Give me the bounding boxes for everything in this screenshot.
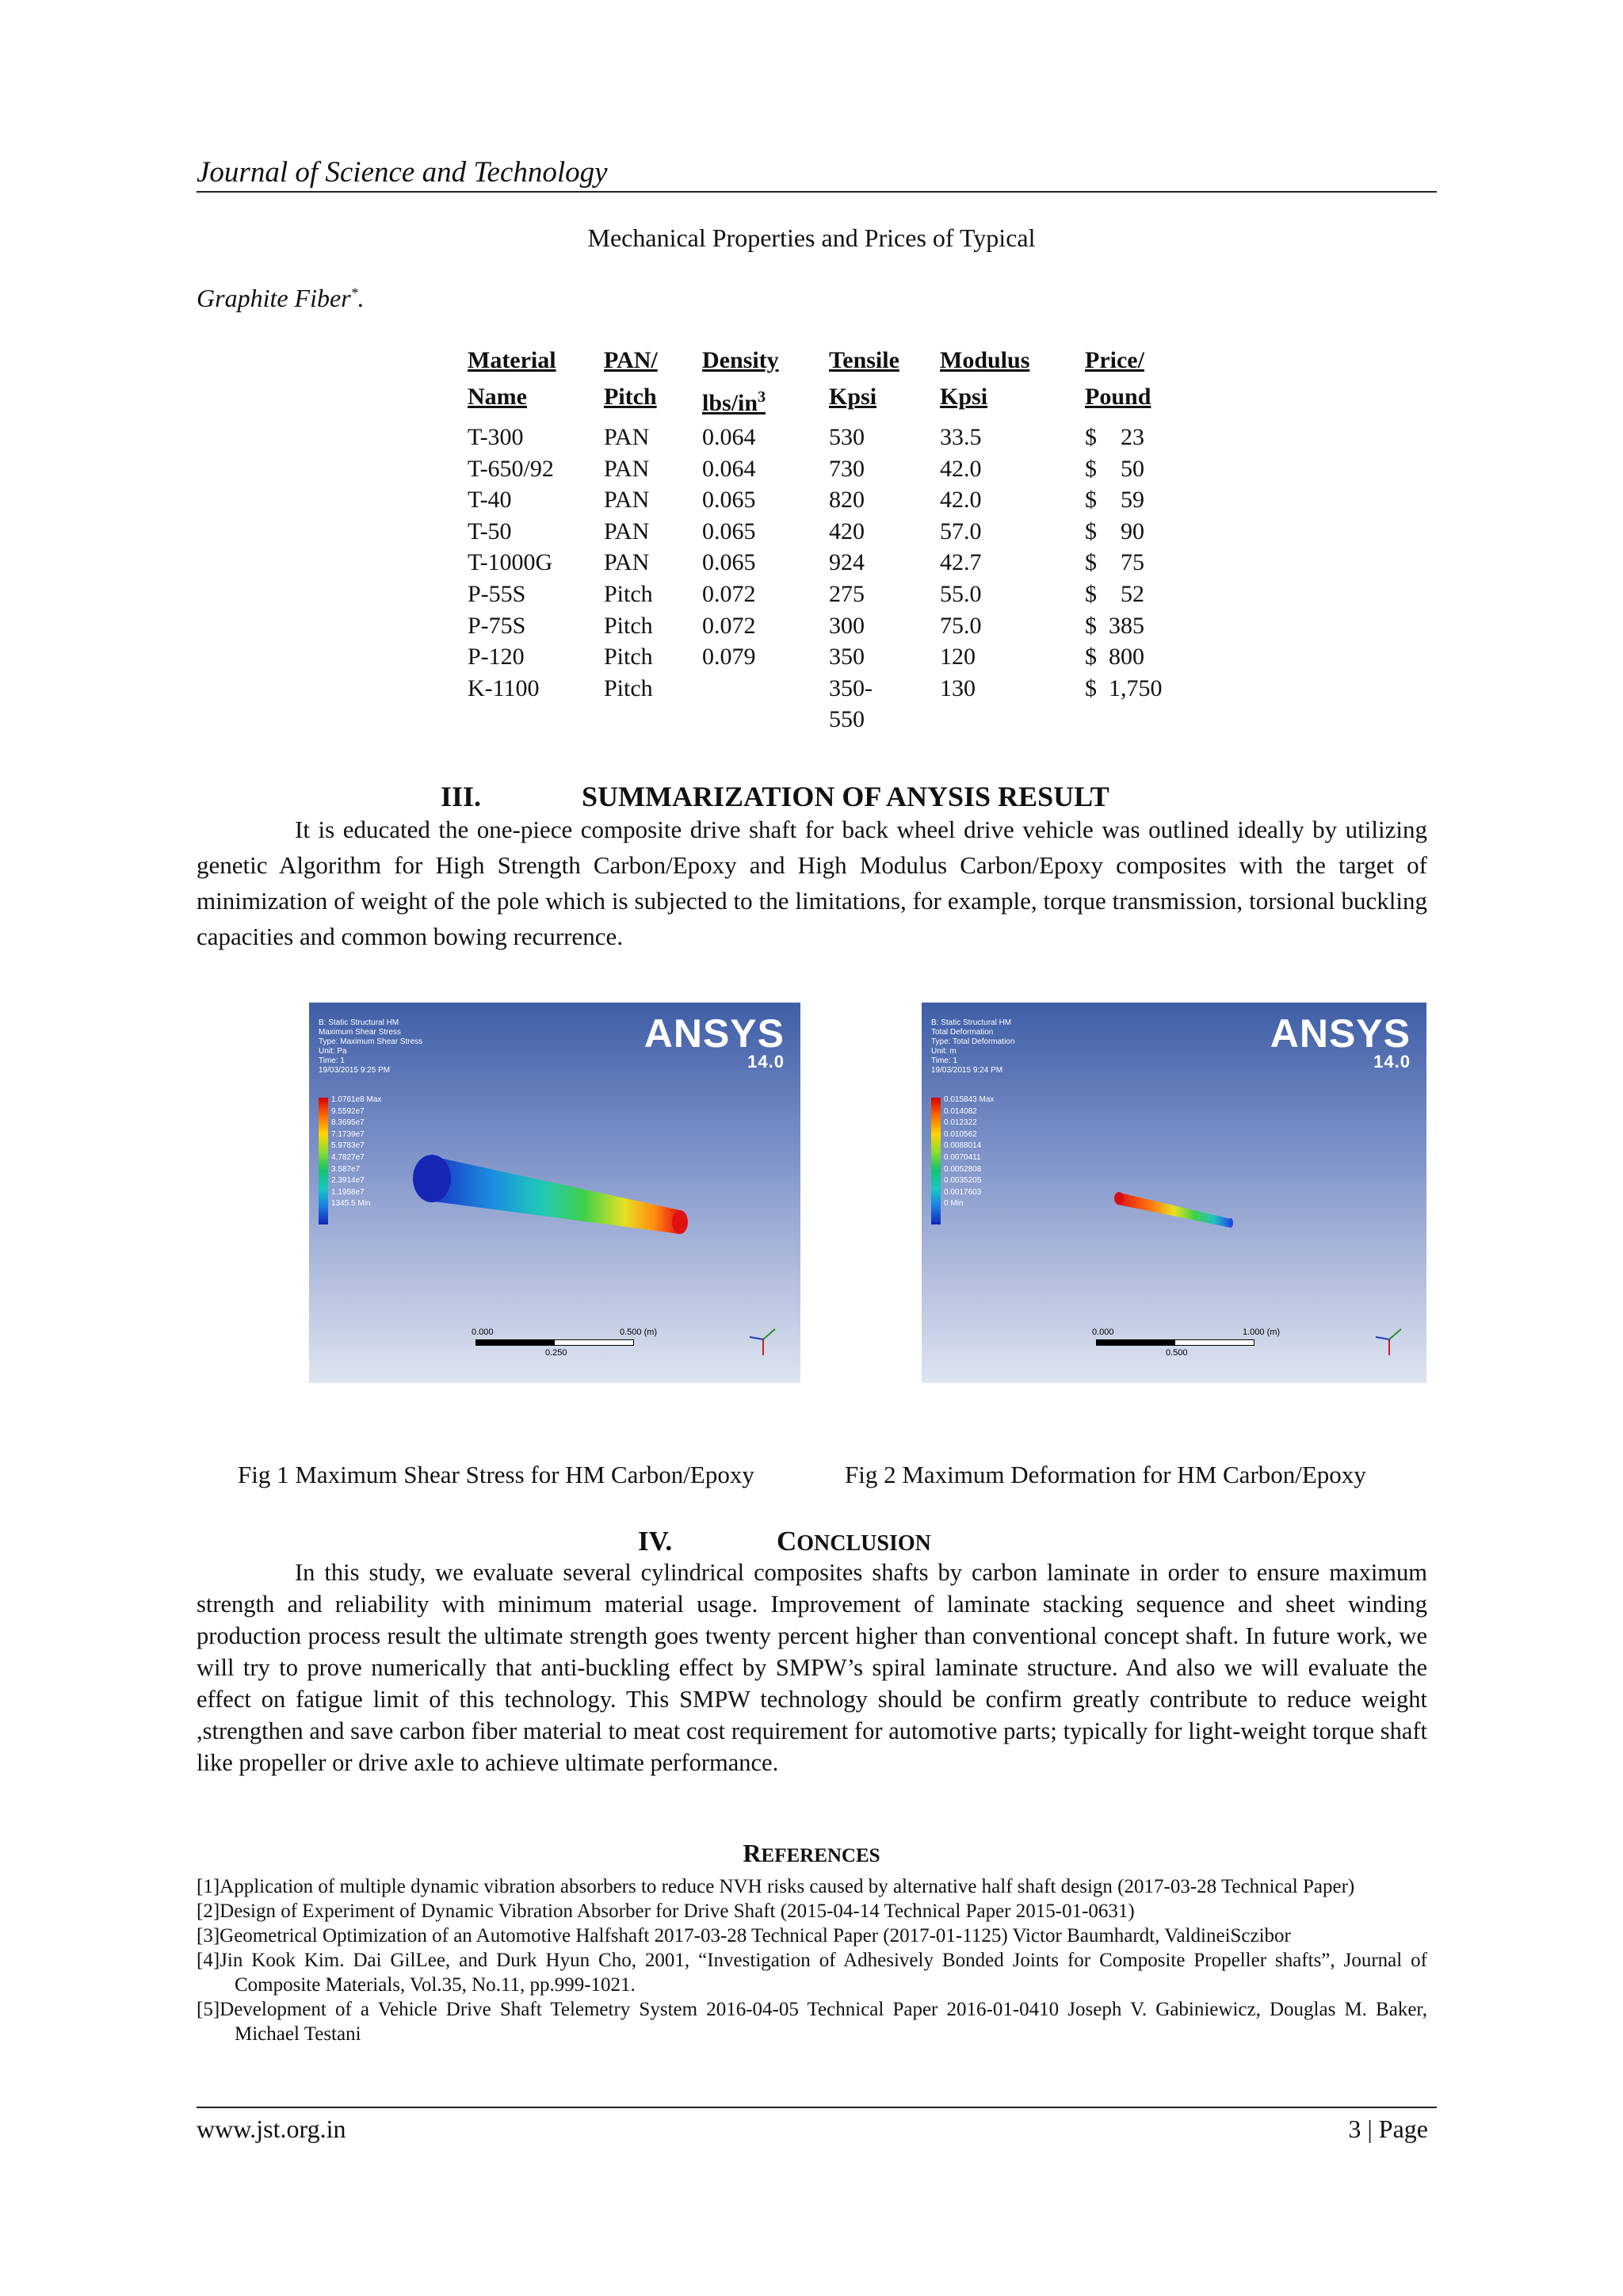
figure-2-scale-right: 1.000 (m) bbox=[1243, 1328, 1281, 1337]
table-cell bbox=[702, 673, 829, 735]
table-cell: 0.064 bbox=[702, 455, 756, 482]
table-cell: 350- 550 bbox=[829, 674, 873, 733]
axis-triad-icon bbox=[1369, 1320, 1409, 1359]
footer-url: www.jst.org.in bbox=[197, 2115, 346, 2143]
table-cell: 120 bbox=[940, 644, 976, 670]
section-4-body: In this study, we evaluate several cylindrical composites shafts by carbon laminate in order to ensure maximum strength and reliability with minimum material usage. Improvement of laminate stacking sequence and sheet winding production process result the ultimate strength goes twenty percent higher than conventional concept shaft. In future work, we will try to prove numerically that anti-buckling effect by SMPW’s spiral laminate structure. And also we will evaluate the effect on fatigue limit of this technology. This SMPW technology should be confirm greatly contribute to reduce weight ,strengthen and save carbon fiber material to meat cost requirement for automotive parts; typically for light-weight torque shaft like propeller or drive axle to achieve ultimate performance. bbox=[197, 1559, 1427, 1776]
figure-1-scale-left: 0.000 bbox=[472, 1328, 494, 1337]
table-cell: 57.0 bbox=[940, 518, 982, 544]
table-cell: T-50 bbox=[468, 518, 512, 544]
figure-1-scale-right: 0.500 (m) bbox=[620, 1328, 658, 1337]
figure-2-scale-left: 0.000 bbox=[1092, 1328, 1114, 1337]
table-header-row bbox=[468, 342, 1180, 422]
table-cell: $ 385 bbox=[1085, 612, 1144, 639]
table-cell: 820 bbox=[829, 487, 865, 514]
figure-2-scale-bar bbox=[1096, 1339, 1254, 1346]
table-cell: 420 bbox=[829, 518, 865, 544]
figure-2-shaft-render bbox=[922, 1003, 1426, 1383]
figure-2-info: B: Static Structural HM Total Deformation Type: Total Deformation Unit: m Time: 1 19/03/2015 9:24 PM bbox=[931, 1018, 1015, 1075]
figure-2-caption: Fig 2 Maximum Deformation for HM Carbon/Epoxy bbox=[845, 1461, 1366, 1488]
table-row bbox=[468, 610, 1180, 642]
table-cell: 0.065 bbox=[702, 487, 756, 514]
table-cell: $ 800 bbox=[1085, 644, 1144, 670]
table-row bbox=[468, 579, 1180, 610]
table-cell: 0.064 bbox=[702, 424, 756, 450]
figure-1-shear-stress bbox=[309, 1003, 800, 1383]
table-row bbox=[468, 547, 1180, 579]
table-cell: 42.0 bbox=[940, 455, 982, 482]
section-3-body: It is educated the one-piece composite drive shaft for back wheel drive vehicle was outlined ideally by utilizing genetic Algorithm for High Strength Carbon/Epoxy and High Modulus Carbon/Epoxy composites with the target of minimization of weight of the pole which is subjected to the limitations, for example, torque transmission, torsional buckling capacities and common bowing recurrence. bbox=[197, 816, 1427, 950]
table-cell: $ 52 bbox=[1085, 580, 1144, 607]
col-tensile: Tensile Kpsi bbox=[829, 347, 899, 410]
table-cell: 0.072 bbox=[702, 612, 756, 639]
table-cell: $ 59 bbox=[1085, 487, 1144, 514]
figure-1-scale-mid: 0.250 bbox=[545, 1348, 567, 1358]
table-cell: P-120 bbox=[468, 644, 525, 670]
figure-1-info: B: Static Structural HM Maximum Shear Stress Type: Maximum Shear Stress Unit: Pa Time: 1 19/03/2015 9:25 PM bbox=[319, 1018, 423, 1075]
col-modulus: Modulus Kpsi bbox=[940, 347, 1030, 410]
table-cell: Pitch bbox=[604, 644, 653, 670]
table-cell: 0.079 bbox=[702, 644, 756, 670]
table-cell: $ 90 bbox=[1085, 518, 1144, 544]
reference-item: [4]Jin Kook Kim. Dai GilLee, and Durk Hyun Cho, 2001, “Investigation of Adhesively Bonded Joints for Composite Propeller shafts”, Journal of Composite Materials, Vol.35, No.11, pp.999-1021. bbox=[197, 1950, 1427, 1996]
footer-page-number: 3 | Page bbox=[1348, 2115, 1428, 2143]
table-row bbox=[468, 516, 1180, 548]
table-cell: PAN bbox=[604, 424, 650, 450]
reference-item: [5]Development of a Vehicle Drive Shaft Telemetry System 2016-04-05 Technical Paper 2016-01-0410 Joseph V. Gabiniewicz, Douglas M. Baker, Michael Testani bbox=[197, 1999, 1427, 2045]
table-cell: $ 23 bbox=[1085, 424, 1144, 450]
references-list bbox=[197, 1874, 1427, 2046]
table-caption-continued: Graphite Fiber*. bbox=[197, 284, 365, 312]
table-cell: T-300 bbox=[468, 424, 524, 450]
col-pan-pitch: PAN/ Pitch bbox=[604, 347, 658, 410]
table-cell: 0.065 bbox=[702, 549, 756, 576]
table-cell: 0.072 bbox=[702, 580, 756, 607]
journal-header: Journal of Science and Technology bbox=[197, 156, 608, 189]
table-cell: Pitch bbox=[604, 674, 653, 701]
figure-1-legend-labels: 1.0761e8 Max 9.5592e7 8.3695e7 7.1739e7 5.9783e7 4.7827e7 3.587e7 2.3914e7 1.1958e7 1345.5 Min bbox=[331, 1095, 382, 1209]
table-cell: $ 50 bbox=[1085, 455, 1144, 482]
footer-rule bbox=[197, 2107, 1437, 2108]
table-cell: PAN bbox=[604, 549, 650, 576]
axis-triad-icon bbox=[743, 1320, 783, 1359]
table-cell: 42.0 bbox=[940, 487, 982, 514]
table-cell: 350 bbox=[829, 644, 865, 670]
fiber-properties-table bbox=[468, 342, 1180, 735]
ansys-logo: ANSYS 14.0 bbox=[643, 1011, 785, 1072]
table-row bbox=[468, 453, 1180, 485]
table-cell: T-40 bbox=[468, 487, 512, 514]
figure-2-legend-labels: 0.015843 Max 0.014082 0.012322 0.010562 0.0088014 0.0070411 0.0052808 0.0035205 0.0017603 0 Min bbox=[944, 1095, 995, 1209]
reference-item: [1]Application of multiple dynamic vibration absorbers to reduce NVH risks caused by alternative half shaft design (2017-03-28 Technical Paper) bbox=[197, 1876, 1355, 1897]
table-cell: 0.065 bbox=[702, 518, 756, 544]
table-cell: K-1100 bbox=[468, 674, 540, 701]
table-cell: T-650/92 bbox=[468, 455, 554, 482]
table-cell: 55.0 bbox=[940, 580, 982, 607]
table-cell: 275 bbox=[829, 580, 865, 607]
table-cell: 300 bbox=[829, 612, 865, 639]
col-price: Price/ Pound bbox=[1085, 347, 1151, 410]
section-4-number: IV. bbox=[638, 1526, 673, 1557]
reference-item: [3]Geometrical Optimization of an Automotive Halfshaft 2017-03-28 Technical Paper (2017-01-1125) Victor Baumhardt, ValdineiSczibor bbox=[197, 1925, 1291, 1946]
col-material-name: Material Name bbox=[468, 347, 556, 410]
figure-1-shaft-render bbox=[309, 1003, 800, 1383]
table-row bbox=[468, 673, 1180, 735]
figure-2-scale-mid: 0.500 bbox=[1166, 1348, 1188, 1358]
table-cell: 42.7 bbox=[940, 549, 982, 576]
section-3-number: III. bbox=[441, 781, 482, 812]
table-cell: PAN bbox=[604, 518, 650, 544]
table-cell: 924 bbox=[829, 549, 865, 576]
header-rule bbox=[197, 191, 1437, 193]
table-cell: P-55S bbox=[468, 580, 526, 607]
table-cell: $ 75 bbox=[1085, 549, 1144, 576]
figure-2-deformation bbox=[922, 1003, 1426, 1383]
table-cell: 130 bbox=[940, 674, 976, 701]
table-cell: 75.0 bbox=[940, 612, 982, 639]
table-cell: 33.5 bbox=[940, 424, 982, 450]
ansys-logo: ANSYS 14.0 bbox=[1270, 1011, 1411, 1072]
reference-item: [2]Design of Experiment of Dynamic Vibration Absorber for Drive Shaft (2015-04-14 Technical Paper 2015-01-0631) bbox=[197, 1901, 1135, 1922]
table-cell: T-1000G bbox=[468, 549, 553, 576]
table-cell: Pitch bbox=[604, 612, 653, 639]
table-cell: $ 1,750 bbox=[1085, 674, 1163, 701]
table-cell: P-75S bbox=[468, 612, 526, 639]
table-cell: 730 bbox=[829, 455, 865, 482]
table-cell: PAN bbox=[604, 487, 650, 514]
section-4-title: CONCLUSION bbox=[777, 1526, 931, 1557]
col-density: Density lbs/$in^3$ bbox=[702, 347, 779, 416]
table-cell: PAN bbox=[604, 455, 650, 482]
section-3-title: SUMMARIZATION OF ANYSIS RESULT bbox=[582, 781, 1109, 812]
table-caption: Mechanical Properties and Prices of Typical bbox=[587, 223, 1036, 252]
figure-1-caption: Fig 1 Maximum Shear Stress for HM Carbon/Epoxy bbox=[238, 1461, 754, 1488]
table-cell: 530 bbox=[829, 424, 865, 450]
table-row bbox=[468, 641, 1180, 673]
figure-1-scale-bar bbox=[475, 1339, 634, 1346]
table-cell: Pitch bbox=[604, 580, 653, 607]
table-row bbox=[468, 484, 1180, 516]
references-heading: REFERENCES bbox=[743, 1839, 880, 1867]
table-row bbox=[468, 422, 1180, 453]
